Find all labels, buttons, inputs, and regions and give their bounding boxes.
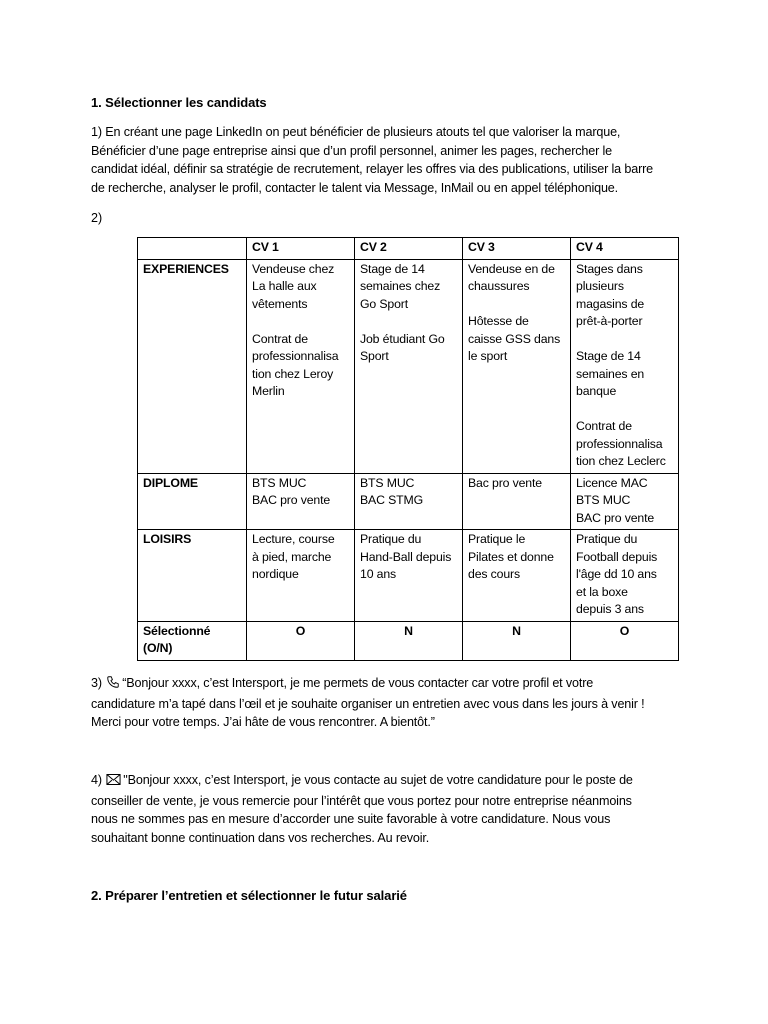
cell-line: Vendeuse en de	[468, 261, 555, 276]
table-cell	[355, 259, 463, 473]
cell-line: nordique	[252, 567, 299, 581]
column-header-cv3: CV 3	[463, 238, 571, 260]
item-3-paragraph	[91, 674, 691, 732]
section-2-title: 2. Préparer l’entretien et sélectionner le futur salarié	[91, 888, 407, 903]
table-header-row	[138, 238, 679, 260]
cell-line: BTS MUC	[360, 475, 415, 490]
cell-line: Pilates et donne	[468, 549, 554, 564]
column-header-cv4: CV 4	[571, 238, 679, 260]
cell-line: tion chez Leclerc	[576, 454, 666, 468]
cell-line: et la boxe	[576, 584, 628, 599]
envelope-icon	[106, 773, 121, 792]
cell-line: à pied, marche	[252, 549, 332, 564]
item-4-line: souhaitant bonne continuation dans vos recherches. Au revoir.	[91, 830, 430, 845]
row-header-loisirs: LOISIRS	[138, 530, 247, 622]
paragraph-1-line: Bénéficier d’une page entreprise ainsi que d’un profil personnel, animer les pages, rechercher le	[91, 143, 613, 158]
item-4-line	[91, 771, 691, 792]
cell-line: Job étudiant Go	[360, 331, 445, 346]
item-4-line: conseiller de vente, je vous remercie pour l’intérêt que vous portez pour notre entreprise néanmoins	[91, 793, 632, 808]
table-cell	[355, 530, 463, 622]
item-4-text: "Bonjour xxxx, c’est Intersport, je vous contacte au sujet de votre candidature pour le poste de	[123, 773, 633, 787]
item-4-line: nous ne sommes pas en mesure d’accorder une suite favorable à votre candidature. Nous vous	[91, 812, 611, 826]
table-cell	[247, 530, 355, 622]
cell-line: Pratique le	[468, 532, 526, 546]
cell-line: chaussures	[468, 279, 530, 293]
table-cell	[571, 530, 679, 622]
table-cell	[463, 473, 571, 530]
cell-line: tion chez Leroy	[252, 366, 334, 381]
cell-line: des cours	[468, 567, 520, 581]
cell-line: Stages dans	[576, 261, 643, 276]
selection-value-cv4: O	[571, 621, 679, 660]
cell-line: Stage de 14	[360, 261, 425, 276]
cell-line: Go Sport	[360, 296, 409, 311]
cell-spacer	[576, 401, 673, 419]
item-3-line: Merci pour votre temps. J’ai hâte de vous rencontrer. A bientôt.”	[91, 715, 435, 729]
item-3-prefix: 3)	[91, 676, 102, 690]
item-2-label: 2)	[91, 211, 103, 225]
selection-value-cv3: N	[463, 621, 571, 660]
paragraph-1-line: de recherche, analyser le profil, contacter le talent via Message, InMail ou en appel téléphonique.	[91, 180, 619, 195]
cell-line: BTS MUC	[252, 475, 307, 490]
paragraph-1-line: candidat idéal, définir sa stratégie de recrutement, relayer les offres via des publications, utiliser la barre	[91, 162, 654, 176]
item-3-text: “Bonjour xxxx, c’est Intersport, je me permets de vous contacter car votre profil et votre	[122, 676, 594, 690]
cell-line: BTS MUC	[576, 493, 631, 507]
cell-line: depuis 3 ans	[576, 602, 644, 616]
cell-line: 10 ans	[360, 567, 397, 581]
cell-spacer	[576, 331, 673, 349]
paragraph-1	[91, 123, 691, 197]
cell-line: Sport	[360, 349, 389, 363]
cell-line: l'âge dd 10 ans	[576, 567, 657, 581]
cell-line: banque	[576, 384, 617, 398]
item-3-line	[91, 674, 691, 695]
cell-line: Pratique du	[360, 532, 422, 546]
cell-line: Bac pro vente	[468, 475, 542, 490]
cell-line: Football depuis	[576, 549, 658, 564]
cell-line: plusieurs	[576, 279, 624, 293]
item-4-prefix: 4)	[91, 773, 102, 787]
cell-line: Contrat de	[252, 331, 308, 346]
table-corner-cell	[138, 238, 247, 260]
cell-spacer	[252, 313, 349, 331]
selection-value-cv1: O	[247, 621, 355, 660]
table-cell	[463, 259, 571, 473]
table-cell	[247, 259, 355, 473]
cell-line: prêt-à-porter	[576, 314, 643, 328]
cell-line: Lecture, course	[252, 532, 335, 546]
column-header-cv2: CV 2	[355, 238, 463, 260]
section-1-title: 1. Sélectionner les candidats	[91, 95, 267, 110]
table-cell	[571, 473, 679, 530]
table-row-diplome	[138, 473, 679, 530]
cell-line: vêtements	[252, 296, 308, 311]
cell-line: BAC STMG	[360, 493, 424, 507]
cell-line: professionnalisa	[252, 349, 339, 363]
row-header-diplome: DIPLOME	[138, 473, 247, 530]
cell-line: BAC pro vente	[252, 493, 331, 507]
selection-label-line: (O/N)	[143, 641, 173, 655]
cell-line: professionnalisa	[576, 436, 663, 451]
cell-line: le sport	[468, 349, 508, 363]
cell-spacer	[360, 313, 457, 331]
cell-line: Stage de 14	[576, 349, 641, 363]
paragraph-1-line: 1) En créant une page LinkedIn on peut bénéficier de plusieurs atouts tel que valoriser la marque,	[91, 125, 621, 139]
table-row-loisirs	[138, 530, 679, 622]
cell-line: La halle aux	[252, 279, 317, 293]
cell-line: semaines en	[576, 366, 645, 381]
cell-line: Hôtesse de	[468, 314, 529, 328]
cell-line: Licence MAC	[576, 475, 648, 490]
cell-line: caisse GSS dans	[468, 331, 561, 346]
row-header-selection	[138, 621, 247, 660]
cell-line: semaines chez	[360, 279, 441, 293]
cell-line: Merlin	[252, 384, 285, 398]
column-header-cv1: CV 1	[247, 238, 355, 260]
cell-spacer	[468, 296, 565, 314]
cv-comparison-table	[137, 237, 679, 661]
item-3-line: candidature m’a tapé dans l’œil et je souhaite organiser un entretien avec vous dans les jours à venir !	[91, 696, 645, 711]
selection-value-cv2: N	[355, 621, 463, 660]
cell-line: Vendeuse chez	[252, 261, 335, 276]
table-cell	[355, 473, 463, 530]
table-row-selection	[138, 621, 679, 660]
item-4-paragraph	[91, 771, 691, 847]
selection-label-line: Sélectionné	[143, 623, 211, 638]
table-row-experiences	[138, 259, 679, 473]
phone-icon	[106, 675, 120, 695]
cell-line: Contrat de	[576, 419, 632, 433]
cell-line: magasins de	[576, 296, 645, 311]
cell-line: Hand-Ball depuis	[360, 549, 452, 564]
table-cell	[463, 530, 571, 622]
cell-line: BAC pro vente	[576, 510, 655, 525]
table-cell	[247, 473, 355, 530]
cell-line: Pratique du	[576, 532, 638, 546]
row-header-experiences: EXPERIENCES	[138, 259, 247, 473]
table-cell	[571, 259, 679, 473]
